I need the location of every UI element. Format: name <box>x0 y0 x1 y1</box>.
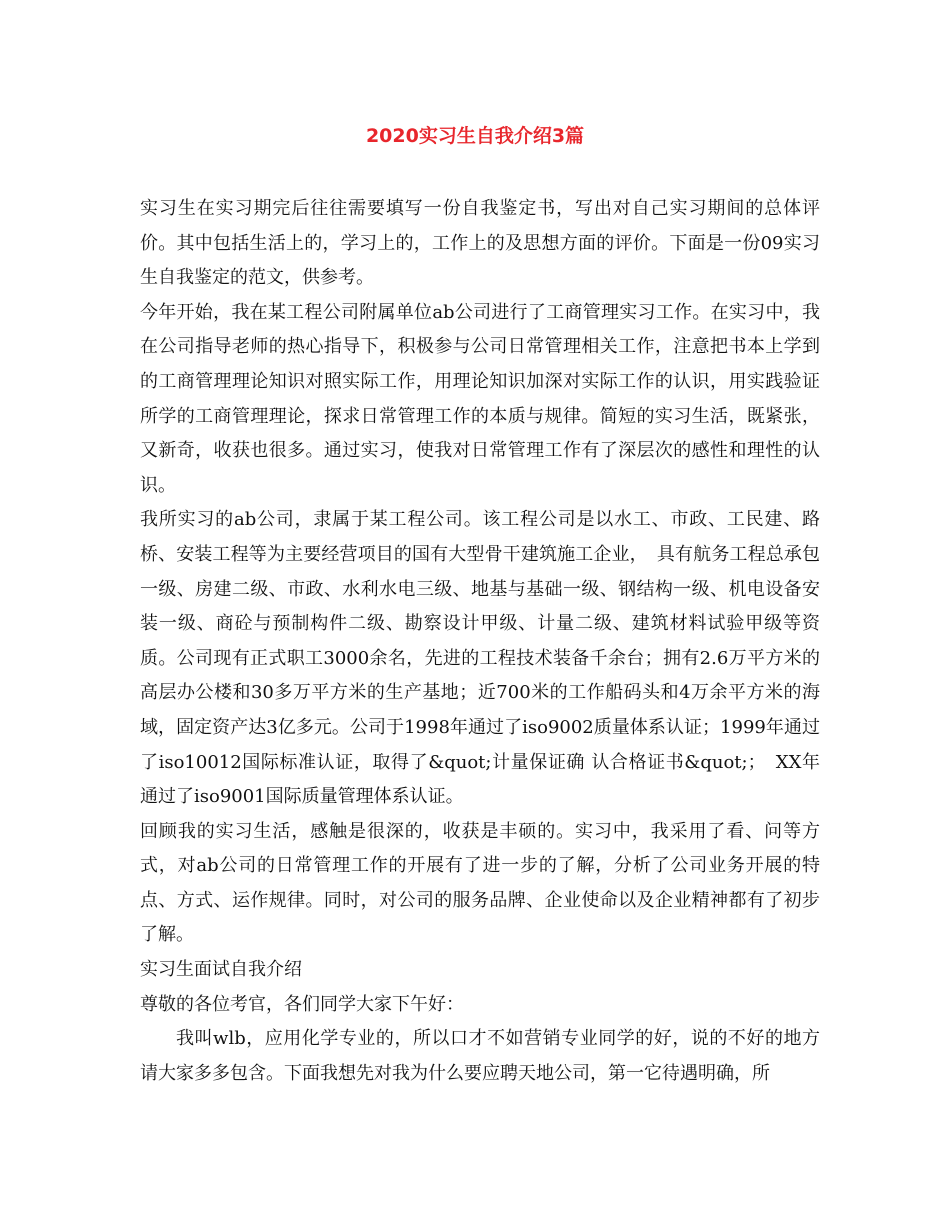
document-title: 2020实习生自我介绍3篇 <box>365 125 585 147</box>
section-heading-interview: 实习生面试自我介绍 <box>140 959 302 981</box>
paragraph-review: 回顾我的实习生活，感触是很深的，收获是丰硕的。实习中，我采用了看、问等方式，对ab公司的日常管理工作的开展有了进一步的了解，分析了公司业务开展的特点、方式、运作规律。同时，对公司的服务品牌、企业使命以及企业精神都有了初步了解。 <box>140 820 820 946</box>
paragraph-intro: 实习生在实习期完后往往需要填写一份自我鉴定书，写出对自己实习期间的总体评价。其中包括生活上的，学习上的，工作上的及思想方面的评价。下面是一份09实习生自我鉴定的范文，供参考。 <box>140 198 820 289</box>
paragraph-internship-start: 今年开始，我在某工程公司附属单位ab公司进行了工商管理实习工作。在实习中，我在公司指导老师的热心指导下，积极参与公司日常管理相关工作，注意把书本上学到的工商管理理论知识对照实际工作，用理论知识加深对实际工作的认识，用实践验证所学的工商管理理论，探求日常管理工作的本质与规律。简短的实习生活，既紧张，又新奇，收获也很多。通过实习，使我对日常管理工作有了深层次的感性和理性的认识。 <box>140 301 820 496</box>
paragraph-self-intro: 我叫wlb，应用化学专业的，所以口才不如营销专业同学的好，说的不好的地方请大家多多包含。下面我想先对我为什么要应聘天地公司，第一它待遇明确，所 <box>140 1028 820 1084</box>
paragraph-greeting: 尊敬的各位考官，各们同学大家下午好： <box>140 993 464 1015</box>
paragraph-company-profile: 我所实习的ab公司，隶属于某工程公司。该工程公司是以水工、市政、工民建、路桥、安装工程等为主要经营项目的国有大型骨干建筑施工企业， 具有航务工程总承包一级、房建二级、市政、水利水电三级、地基与基础一级、钢结构一级、机电设备安装一级、商砼与预制构件二级、勘察设计甲级、计量二级、建筑材料试验甲级等资质。公司现有正式职工3000余名，先进的工程技术装备千余台；拥有2.6万平方米的高层办公楼和30多万平方米的生产基地；近700米的工作船码头和4万余平方米的海域，固定资产达3亿多元。公司于1998年通过了iso9002质量体系认证；1999年通过了iso10012国际标准认证，取得了&quot;计量保证确 认合格证书&quot;； XX年通过了iso9001国际质量管理体系认证。 <box>140 509 820 808</box>
document-body <box>140 192 820 1091</box>
